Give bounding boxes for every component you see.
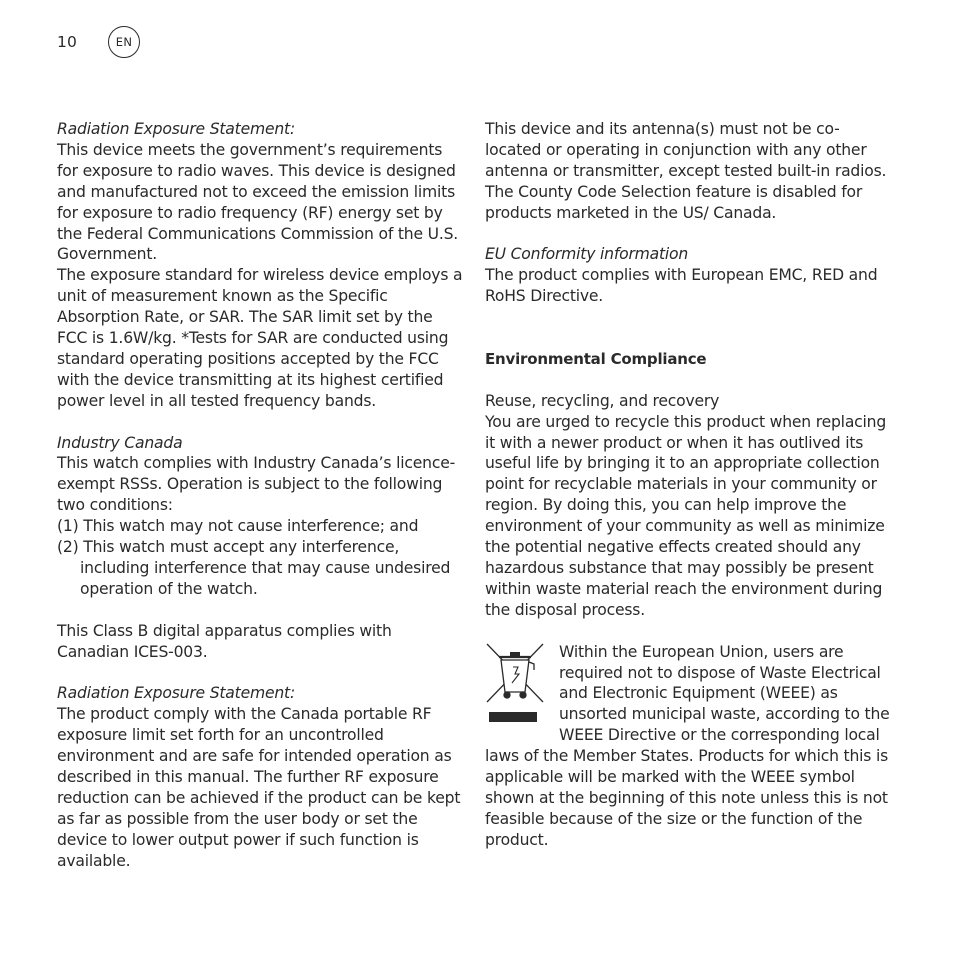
sar-body: The exposure standard for wireless device employs a unit of measurement known as the Specific Absorption Rate, or SAR. The SAR limit set by the FCC is 1.6W/kg. *Tests for SAR are conducted using standard operating positions accepted by the FCC with the device transmitting at its highest certified power level in all tested frequency bands. (57, 266, 463, 410)
industry-canada-title: Industry Canada (57, 433, 183, 452)
page-number: 10 (57, 33, 78, 51)
environmental-compliance-heading: Environmental Compliance (485, 349, 707, 368)
canada-rf-exposure-body: The product comply with the Canada portable RF exposure limit set forth for an uncontrolled environment and are safe for intended operation as described in this manual. The further RF exposure reduction can be achieved if the product can be kept as far as possible from the user body or set the device to lower output power if such function is available. (57, 705, 461, 870)
weee-body: Within the European Union, users are required not to dispose of Waste Electrical and Electronic Equipment (WEEE) as unsorted municipal waste, according to the WEEE Directive or the corresponding local laws of the Member States. Products for which this is applicable will be marked with the WEEE symbol shown at the beginning of this note unless this is not feasible because of the size or the function of the product. (485, 642, 890, 849)
reuse-title: Reuse, recycling, and recovery (485, 391, 720, 410)
condition-item-1: (1) This watch may not cause interference; and (57, 517, 419, 536)
right-column (485, 119, 895, 851)
condition-item-2: (2) This watch must accept any interference, including interference that may cause undesired operation of the watch. (57, 538, 451, 598)
reuse-body: You are urged to recycle this product when replacing it with a newer product or when it has outlived its useful life by bringing it to an appropriate collection point for recyclable materials in your community or region. By doing this, you can help improve the environment of your community as well as minimize the potential negative effects created should any hazardous substance that may possibly be present within waste material reach the environment during the disposal process. (485, 412, 887, 619)
eu-conformity-body: The product complies with European EMC, RED and RoHS Directive. (485, 266, 878, 306)
rf-exposure-body: This device meets the government’s requirements for exposure to radio waves. This device is designed and manufactured not to exceed the emission limits for exposure to radio frequency (RF) energy set by the Federal Communications Commission of the U.S. Government. (57, 140, 459, 264)
eu-conformity-title: EU Conformity information (485, 245, 689, 264)
crossed-out-wheelie-bin-icon (485, 642, 547, 726)
weee-section (485, 642, 895, 851)
class-b-statement: This Class B digital apparatus complies with Canadian ICES-003. (57, 621, 392, 661)
antenna-statement: This device and its antenna(s) must not be co-located or operating in conjunction with any other antenna or transmitter, except tested built-in radios. The County Code Selection feature is disabled for products marketed in the US/ Canada. (485, 120, 887, 222)
left-column (57, 119, 467, 872)
canada-rf-exposure-title: Radiation Exposure Statement: (57, 684, 296, 703)
rf-exposure-title: Radiation Exposure Statement: (57, 120, 296, 138)
language-badge: EN (108, 26, 140, 58)
industry-canada-body: This watch complies with Industry Canada’s licence-exempt RSSs. Operation is subject to the following two conditions: (57, 454, 456, 515)
